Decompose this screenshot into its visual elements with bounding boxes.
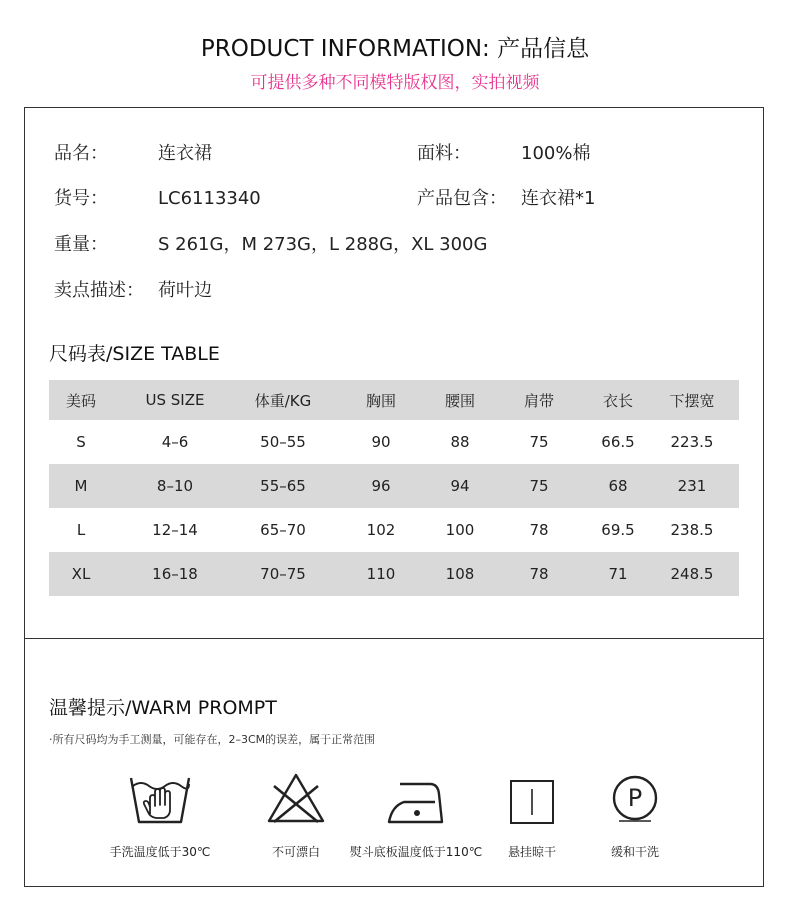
info-sku-label: 货号：	[54, 188, 108, 209]
table-cell: 8–10	[113, 464, 237, 508]
info-fabric	[417, 139, 590, 165]
measurement-note: ·所有尺码均为手工测量，可能存在，2–3CM的误差，属于正常范围	[49, 733, 376, 746]
table-cell: 223.5	[670, 433, 714, 451]
table-cell: 248.5	[645, 552, 739, 596]
care-label: 手洗温度低于30℃	[109, 845, 211, 859]
section-divider	[24, 638, 764, 639]
table-cell: XL	[49, 552, 113, 596]
info-weight-label: 重量：	[54, 234, 108, 255]
table-cell: 94	[433, 464, 487, 508]
table-cell: 65–70	[260, 521, 306, 539]
dry-clean-letter: P	[627, 784, 643, 812]
table-cell: 88	[450, 433, 470, 451]
table-cell: 75	[487, 464, 591, 508]
hand-wash-icon	[128, 774, 192, 828]
table-cell: 96	[329, 464, 433, 508]
table-cell: 70–75	[237, 552, 329, 596]
header-cell: 美码	[49, 380, 113, 420]
table-cell: 108	[433, 552, 487, 596]
info-name	[54, 139, 212, 165]
table-row	[49, 552, 739, 596]
dry-clean-icon	[611, 774, 659, 822]
info-sku	[54, 184, 261, 210]
care-label: 不可漂白	[271, 845, 320, 859]
info-fabric-value: 100%棉	[521, 143, 591, 164]
size-table-title: 尺码表/SIZE TABLE	[49, 343, 220, 365]
warm-prompt-title: 温馨提示/WARM PROMPT	[49, 697, 277, 719]
header-cell: US SIZE	[113, 380, 237, 420]
line-dry-icon	[509, 779, 555, 825]
table-cell: 66.5	[601, 433, 635, 451]
care-label: 缓和干洗	[610, 845, 659, 859]
header-cell: 衣长	[591, 380, 645, 420]
table-cell: 110	[329, 552, 433, 596]
table-cell: 100	[445, 521, 475, 539]
table-cell: 55–65	[237, 464, 329, 508]
header-cell: 胸围	[329, 380, 433, 420]
size-table	[49, 380, 739, 596]
table-row	[49, 508, 739, 552]
table-cell: S	[76, 433, 86, 451]
table-cell: 78	[529, 521, 549, 539]
info-name-value: 连衣裙	[158, 143, 212, 164]
table-row	[49, 464, 739, 508]
info-name-label: 品名：	[54, 143, 108, 164]
table-cell: 12–14	[152, 521, 198, 539]
table-cell: 90	[371, 433, 391, 451]
info-feature-label: 卖点描述：	[54, 280, 144, 301]
table-cell: 50–55	[260, 433, 306, 451]
table-cell: 238.5	[670, 521, 714, 539]
table-cell: 231	[645, 464, 739, 508]
table-cell: 68	[591, 464, 645, 508]
care-label: 悬挂晾干	[507, 845, 556, 859]
table-cell: 71	[591, 552, 645, 596]
page-title: PRODUCT INFORMATION: 产品信息	[200, 36, 590, 62]
info-weight-value: S 261G，M 273G，L 288G，XL 300G	[158, 234, 488, 255]
table-row	[49, 420, 739, 464]
table-cell: 102	[366, 521, 396, 539]
table-cell: 69.5	[601, 521, 635, 539]
table-cell: 16–18	[113, 552, 237, 596]
table-cell: M	[49, 464, 113, 508]
care-label: 熨斗底板温度低于110℃	[349, 845, 483, 859]
info-weight	[54, 230, 487, 256]
page-subtitle: 可提供多种不同模特版权图，实拍视频	[250, 73, 540, 93]
table-cell: L	[76, 521, 86, 539]
header-cell: 下摆宽	[645, 380, 739, 420]
table-cell: 78	[487, 552, 591, 596]
table-cell: 75	[529, 433, 549, 451]
table-cell: 4–6	[161, 433, 189, 451]
header-cell: 体重/KG	[237, 380, 329, 420]
info-contents-label: 产品包含：	[417, 188, 507, 209]
iron-icon	[386, 780, 446, 826]
info-feature	[54, 276, 212, 302]
header-cell: 腰围	[433, 380, 487, 420]
size-table-header	[49, 380, 739, 420]
info-feature-value: 荷叶边	[158, 280, 212, 301]
info-contents	[417, 184, 595, 210]
info-sku-value: LC6113340	[158, 188, 261, 209]
info-fabric-label: 面料：	[417, 143, 471, 164]
header-cell: 肩带	[487, 380, 591, 420]
info-contents-value: 连衣裙*1	[521, 188, 596, 209]
no-bleach-icon	[266, 772, 326, 824]
